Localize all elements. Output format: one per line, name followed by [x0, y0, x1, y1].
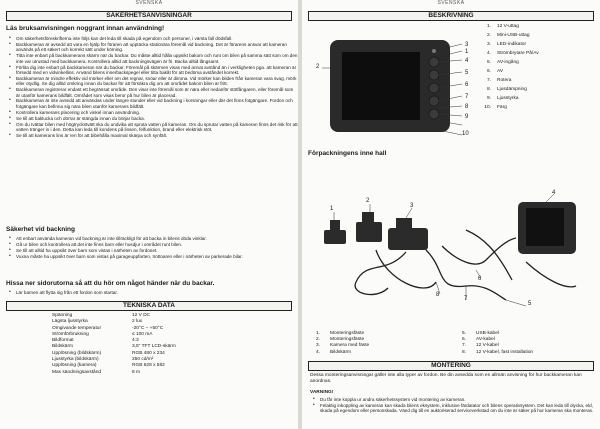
monitor-label: 2: [316, 64, 320, 70]
parts-list-left: [316, 331, 450, 356]
monitor-illustration: [320, 38, 480, 138]
spec-value: 4:3: [132, 338, 139, 344]
spec-key: Bildskärm: [52, 344, 74, 350]
callout-text: AV-ingång: [497, 60, 519, 65]
part-item: [316, 350, 450, 356]
bullet-item: • Backkameran registrerar endast ett begränsat område. Den visar inte föremål som är nära eller nedanför stötfångaren, eller föremål som är utanför kamerans bildfält. Området som visas beror på hur bilen är placerad.: [16, 87, 298, 98]
parts-list-right: [462, 331, 596, 356]
callout-text: Mini-USB-uttag: [497, 33, 530, 38]
callout-number: 10.: [484, 105, 491, 110]
callout-number: 6.: [486, 69, 491, 74]
package-label: 7: [464, 296, 468, 302]
part-number: 4.: [316, 349, 321, 355]
left-page: [0, 0, 298, 429]
part-number: 2.: [316, 337, 321, 343]
part-name: Kamera med fäste: [330, 343, 370, 349]
monitor-label: 4: [465, 58, 469, 64]
callout-item: [477, 22, 539, 31]
callout-item: [477, 58, 539, 67]
spec-value: ≤ 100 mA: [132, 331, 153, 337]
callout-item: [477, 85, 539, 94]
part-name: USB-kabel: [476, 331, 499, 336]
callout-text: Rotera: [497, 78, 512, 83]
spec-value: 2 lux: [132, 319, 143, 325]
package-label: 2: [366, 198, 370, 204]
part-number: 1.: [316, 331, 321, 336]
callout-text: AV: [497, 69, 504, 74]
package-heading: Förpackningens inne hall: [308, 150, 387, 157]
part-name: AV-kabel: [476, 337, 495, 343]
bullet-item: • Backkameran är mindre effektiv vid mörker eller om det regnar, snöar eller är dimma. Vid mörker kan bilden från kameran vara svag, mörk eller otydlig. Se dig alltid omkring innan du backar för att försäkra dig om att området bakom bilen är fritt.: [16, 76, 298, 87]
callout-number: 7.: [486, 78, 491, 83]
monitor-label: 3: [465, 42, 469, 48]
monitor-label: 6: [465, 82, 469, 88]
mounting-section-title: MONTERING: [308, 361, 594, 371]
bullet-item: • Felaktig inkoppling av kameran kan skada bilens eksystem, inklusive färdatator och bilens operativsystem. Det kan leda till olycka, eld, skada på egendom eller personskada. Vänd dig till en auktoriserad serviceverkstad om du inte är säker på hur kameran ska monteras.: [320, 403, 600, 414]
spec-key: Max sändningsavstånd: [52, 369, 102, 375]
monitor-label: 8: [465, 104, 469, 110]
callout-number: 2.: [486, 33, 491, 38]
package-label: 3: [410, 203, 414, 209]
callout-text: LED-indikator: [497, 42, 527, 47]
part-name: 12 V-kabel, fast installation: [476, 349, 534, 355]
callout-number: 1.: [486, 24, 491, 29]
callout-text: 12 V-uttag: [497, 24, 519, 29]
reversing-safety-heading: Säkerhet vid backning: [6, 226, 75, 233]
monitor-label: 1: [465, 49, 469, 55]
part-name: Monteringsfäste: [330, 331, 365, 336]
spec-key: Omgivande temperatur: [52, 325, 102, 331]
callout-number: 9.: [486, 96, 491, 101]
bullet-item: • Backkameran är inte avsedd att användas under längre stunder eller vid backning i korsningar eller där det finns fotgängare. Fordon och fotgängare kan befinna sig nära bilen utanför kamerans bildfält.: [16, 98, 298, 109]
bullet-item: • Lär barnen att flytta sig från ett fordon som startar.: [16, 290, 298, 295]
spec-key: Bildformat: [52, 338, 74, 344]
warning-bullet-list: [310, 397, 600, 414]
callout-number: 5.: [486, 60, 491, 65]
spec-key: Spänning: [52, 313, 73, 318]
bullet-item: • Gå ur bilen och kontrollera att det inte finns barn eller husdjur i området runt bilen.: [16, 242, 298, 247]
children-bullet-list: [6, 290, 298, 296]
tech-data-title: TEKNISKA DATA: [6, 301, 292, 311]
callout-item: [477, 67, 539, 76]
package-label: 1: [330, 206, 334, 212]
bullet-item: • Att enbart använda kameran vid backning är inte tillräckligt för att backa in bilens döda vinklar.: [16, 236, 298, 241]
bullet-item: • Vuxna måste ha uppsikt över barn som vistas på garageuppfarten, trottoaren eller i närheten av parkerade bilar.: [16, 254, 298, 259]
spec-key: Lägsta ljusstyrka: [52, 319, 88, 325]
callout-text: Strömbrytare På/Av: [497, 51, 539, 56]
spec-value: 8 m: [132, 369, 140, 375]
warning-heading: VARNING!: [310, 390, 334, 395]
spec-value: 250 cd/m²: [132, 357, 154, 363]
bullet-item: • Du får inte koppla ur andra säkerhetssystem vid montering av kameran.: [320, 397, 600, 402]
safety-bullet-list: [6, 36, 298, 139]
safety-heading: Läs bruksanvisningen noggrant innan användning!: [6, 25, 165, 32]
spec-key: Upplösning (kamera): [52, 363, 97, 369]
spec-key: Upplösning (bildskärm): [52, 350, 102, 356]
package-label: 5: [528, 301, 532, 307]
part-name: Bildskärm: [330, 349, 352, 355]
reversing-bullet-list: [6, 236, 298, 260]
windows-heading: Hissa ner sidorutorna så att du hör om något händer när du backar.: [6, 280, 215, 287]
part-name: Monteringsfäste: [330, 337, 365, 343]
spec-key: Ljusstyrka (bildskärm): [52, 357, 99, 363]
part-number: 5.: [462, 331, 467, 336]
bullet-item: • Om säkerhetsföreskrifterna inte följs kan det leda till skada på egendom och personer, i värsta fall dödsfall.: [16, 36, 298, 41]
callout-item: [477, 49, 539, 58]
callout-number: 4.: [486, 51, 491, 56]
right-page: [302, 0, 600, 429]
callout-item: [477, 103, 539, 112]
bullet-item: • Se till att baklucka och dörrar är stängda innan du börjar backa.: [16, 116, 298, 121]
bullet-item: • Se till att kamerans lins är ren för att bibehålla maximal skärpa och synfält.: [16, 133, 298, 138]
monitor-label: 9: [465, 114, 469, 120]
part-number: 3.: [316, 343, 321, 349]
package-label: 4: [552, 190, 556, 196]
spec-value: -20°C – +50°C: [132, 325, 164, 331]
bullet-item: • Se till att alltid ha uppsikt över barn som vistas i närheten av fordonet.: [16, 248, 298, 253]
bullet-item: • Förlita dig inte enbart på backkameran när du backar. Föremål på skärmen visas med annat avstånd än i verkligheten pga. att kameran är försedd med en vidvinkellins. Använd bilens innerbackspegel eller titta bakåt för att bedöma avståndet korrekt.: [16, 65, 298, 76]
spec-value: RGB 628 x 582: [132, 363, 165, 369]
bullet-item: • Backkameran är avsedd att vara en hjälp för föraren att upptäcka stationära föremål vid backning. Det är förarens ansvar att kameran används på ett säkert och korrekt sätt under körning.: [16, 42, 298, 53]
mounting-intro: Dessa monteringsanvisningar gäller inte alla typer av fordon. Be din avsedda som en allmän anvisning för hur backkameran kan anordnas.: [310, 373, 582, 384]
safety-section-title: SÄKERHETSANVISNINGAR: [6, 11, 292, 21]
language-header: SVENSKA: [437, 0, 465, 6]
callout-item: [477, 76, 539, 85]
callout-item: [477, 31, 539, 40]
spec-table: [52, 313, 176, 376]
spec-value: 3,5" TFT LCD-skärm: [132, 344, 176, 350]
monitor-label: 5: [465, 70, 469, 76]
bullet-item: • Kontrollera kamerans placering och vinkel innan användning.: [16, 110, 298, 115]
description-section-title: BESKRIVNING: [308, 11, 594, 21]
bullet-item: • Om du tvättar bilen med högtryckstvätt ska du undvika att spruta vatten på kameran. Om du sprutar vatten på kameran finns det risk för att vatten tränger in i den. Detta kan leda till kondens på linsen, felfunktion, brand eller elektrisk stöt.: [16, 122, 298, 133]
part-number: 6.: [462, 337, 467, 343]
language-header: SVENSKA: [135, 0, 163, 6]
part-name: 12 V-kabel: [476, 343, 499, 349]
monitor-label: 10: [462, 131, 469, 137]
package-label: 6: [478, 276, 482, 282]
spec-row: [52, 370, 176, 376]
part-item: [462, 350, 596, 356]
callout-item: [477, 94, 539, 103]
callout-list: [477, 22, 539, 112]
spec-value: 12 V DC: [132, 313, 151, 318]
part-number: 7.: [462, 343, 467, 349]
monitor-label: 7: [465, 94, 469, 100]
spec-value: RGB 480 x 234: [132, 350, 165, 356]
callout-text: Ljusstyrka: [497, 96, 519, 101]
callout-text: Ljusdämpning: [497, 87, 527, 92]
callout-text: Färg: [497, 105, 507, 110]
package-illustration: [316, 190, 584, 320]
bullet-item: • Titta inte enbart på backkamerans skärm när du backar. Du måste alltid hålla uppsikt bakom och runt om bilen på samma sätt som om den inte var utrustad med backkamera. Kontrollera alltid att backningsvägen är fri. Backa alltid långsamt.: [16, 53, 298, 64]
part-number: 8.: [462, 349, 467, 355]
spec-key: Strömförbrukning: [52, 331, 89, 337]
callout-number: 3.: [486, 42, 491, 47]
package-label: 8: [436, 292, 440, 298]
callout-number: 8.: [486, 87, 491, 92]
callout-item: [477, 40, 539, 49]
